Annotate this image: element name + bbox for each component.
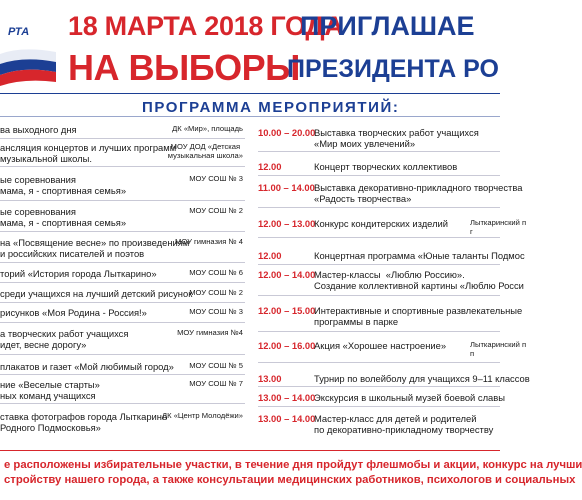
event-title: Мастер-класс для детей и родителей по декоративно-прикладному творчеству — [314, 413, 494, 435]
row-divider — [258, 237, 500, 238]
row-divider — [0, 302, 245, 303]
event-place: Лыткаринский п п — [470, 340, 527, 358]
election-logo — [0, 12, 58, 82]
event-time: 12.00 — [258, 161, 282, 172]
event-title: Интерактивные и спортивные развлекательные программы в парке — [314, 305, 523, 327]
event-title: на «Посвящение весне» по произведениям и российских писателей и поэтов — [0, 237, 190, 259]
row-divider — [0, 374, 245, 375]
event-place: МОУ СОШ № 2 — [189, 288, 243, 297]
event-title: Выставка творческих работ учащихся «Мир моих увлечений» — [314, 127, 479, 149]
russian-flag-icon — [0, 48, 56, 88]
event-title: Конкурс кондитерских изделий — [314, 218, 449, 229]
row-divider — [258, 331, 500, 332]
event-title: Мастер-классы «Люблю Россию». Создание коллективной картины «Люблю Росси — [314, 269, 524, 291]
program-divider — [0, 116, 500, 117]
logo-text: РТА — [8, 26, 30, 38]
row-divider — [0, 138, 245, 139]
row-divider — [0, 166, 245, 167]
event-title: рисунков «Моя Родина - Россия!» — [0, 307, 147, 318]
event-title: а творческих работ учащихся идет, весне дорогу» — [0, 328, 129, 350]
event-place: МОУ гимназия № 4 — [175, 237, 243, 246]
row-divider — [258, 386, 500, 387]
event-time: 12.00 — [258, 250, 282, 261]
event-time: 13.00 – 14.00 — [258, 392, 316, 403]
event-place: Лыткаринский п г — [470, 218, 527, 236]
event-place: МОУ СОШ № 3 — [189, 174, 243, 183]
event-title: среди учащихся на лучший детский рисунок — [0, 288, 193, 299]
row-divider — [0, 282, 245, 283]
event-place: МОУ гимназия №4 — [177, 328, 243, 337]
event-title: ансляция концертов и лучших программ музыкальной школы. — [0, 142, 177, 164]
event-title: Концерт творческих коллективов — [314, 161, 458, 172]
event-place: МОУ ДОД «Детская музыкальная школа» — [167, 142, 243, 160]
headline-elections: НА ВЫБОРЫ — [68, 47, 300, 88]
event-title: торий «История города Лыткарино» — [0, 268, 157, 279]
row-divider — [0, 322, 245, 323]
event-title: ые соревнования мама, я - спортивная семья» — [0, 174, 127, 196]
event-title: ва выходного дня — [0, 124, 77, 135]
event-title: ние «Веселые старты» ных команд учащихся — [0, 379, 100, 401]
row-divider — [258, 362, 500, 363]
header-divider — [0, 93, 500, 94]
event-title: ставка фотографов города Лыткарино Родного Подмосковья» — [0, 411, 168, 433]
event-time: 12.00 – 15.00 — [258, 305, 316, 316]
event-place: МОУ СОШ № 6 — [189, 268, 243, 277]
row-divider — [258, 207, 500, 208]
event-place: МОУ СОШ № 5 — [189, 361, 243, 370]
event-place: МОУ СОШ № 7 — [189, 379, 243, 388]
program-title: ПРОГРАММА МЕРОПРИЯТИЙ: — [142, 99, 400, 116]
headline-date: 18 МАРТА 2018 ГОДА — [68, 11, 344, 41]
event-title: Акция «Хорошее настроение» — [314, 340, 447, 351]
event-title: ые соревнования мама, я - спортивная семья» — [0, 206, 127, 228]
event-place: МОУ СОШ № 2 — [189, 206, 243, 215]
row-divider — [0, 403, 245, 404]
footer-divider — [0, 450, 500, 451]
event-title: плакатов и газет «Мой любимый город» — [0, 361, 174, 372]
event-time: 12.00 – 13.00 — [258, 218, 316, 229]
event-place: ДК «Мир», площадь — [172, 124, 243, 133]
row-divider — [258, 175, 500, 176]
event-time: 12.00 – 16.00 — [258, 340, 316, 351]
event-time: 11.00 – 14.00 — [258, 182, 315, 193]
row-divider — [0, 354, 245, 355]
row-divider — [258, 151, 500, 152]
event-time: 10.00 – 20.00 — [258, 127, 316, 138]
event-title: Экскурсия в школьный музей боевой славы — [314, 392, 505, 403]
event-place: ДК «Центр Молодёжи» — [162, 411, 243, 420]
row-divider — [0, 231, 245, 232]
event-time: 12.00 – 14.00 — [258, 269, 316, 280]
event-title: Турнир по волейболу для учащихся 9–11 классов — [314, 373, 530, 384]
event-time: 13.00 – 14.00 — [258, 413, 316, 424]
event-time: 13.00 — [258, 373, 282, 384]
row-divider — [258, 406, 500, 407]
row-divider — [258, 264, 500, 265]
footer-text: е расположены избирательные участки, в течение дня пройдут флешмобы и акции, конкурс на лучши стройству нашего города, а также консультации медицинских работников, психологов и социальных — [4, 459, 582, 486]
event-title: Концертная программа «Юные таланты Подмос — [314, 250, 525, 261]
row-divider — [258, 295, 500, 296]
row-divider — [0, 262, 245, 263]
headline-invite: ПРИГЛАШАЕ — [300, 11, 475, 41]
headline-president: ПРЕЗИДЕНТА РО — [287, 55, 499, 83]
row-divider — [0, 200, 245, 201]
event-place: МОУ СОШ № 3 — [189, 307, 243, 316]
event-title: Выставка декоративно-прикладного творчества «Радость творчества» — [314, 182, 523, 204]
